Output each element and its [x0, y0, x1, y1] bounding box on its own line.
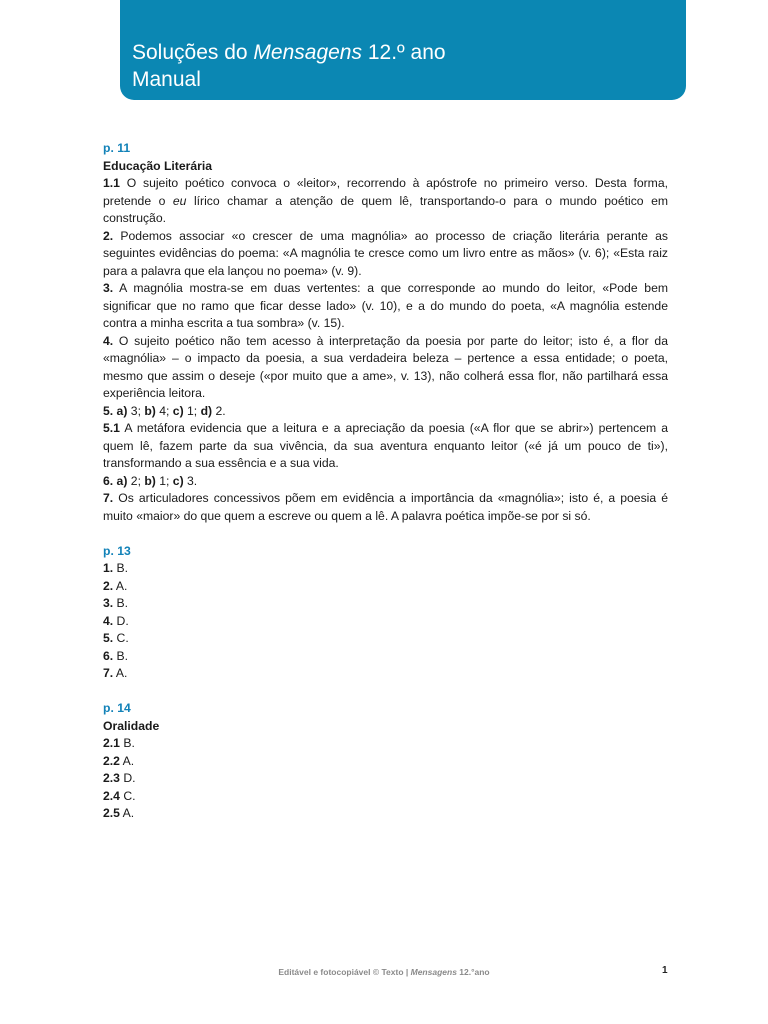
solutions-content [103, 140, 668, 823]
page-footer [0, 967, 768, 977]
answer-number: 1.1 [103, 176, 120, 190]
option-c: c) [172, 473, 184, 488]
answer-list-p13 [103, 560, 668, 683]
footer-text: 12.°ano [456, 967, 490, 977]
answer-text: Os articuladores concessivos põem em evidência a importância da «magnólia»; isto é, a poesia é muito «maior» do que quem a escreve ou quem a lê. A palavra poética impõe-se por si só. [103, 491, 668, 523]
option-value: 1; [155, 473, 173, 488]
footer-text: Editável e fotocopiável © Texto | [278, 967, 411, 977]
answer-3 [103, 280, 668, 333]
answer-number: 7. [103, 666, 114, 680]
answer-text: A magnólia mostra-se em duas vertentes: a que corresponde ao mundo do leitor, «Pode bem significar que no ramo que ficar desse lado» (v. 10), e a do mundo do poeta, «A magnólia estende contra a minha escrita a tua sombra» (v. 15). [103, 281, 668, 330]
option-value: 1; [183, 403, 201, 418]
section-heading-educacao: Educação Literária [103, 158, 213, 173]
answer-text: B. [113, 648, 129, 663]
answer-number: 2. [103, 228, 114, 243]
list-item [103, 578, 668, 596]
answer-number: 2.3 [103, 771, 120, 785]
answer-number: 7. [103, 491, 114, 505]
answer-text: A. [113, 578, 128, 593]
answer-number: 2.2 [103, 753, 120, 768]
answer-number: 3. [103, 596, 114, 610]
title-pre: Soluções do [132, 41, 254, 64]
answer-text: B. [119, 736, 135, 750]
answer-emphasis: eu [172, 193, 187, 208]
list-item [103, 735, 668, 753]
list-item [103, 805, 668, 823]
option-b: b) [144, 403, 156, 418]
answer-number: 4. [103, 333, 114, 348]
option-value: 4; [155, 403, 173, 418]
answer-6 [103, 473, 668, 491]
answer-number: 4. [103, 613, 114, 628]
option-d: d) [200, 403, 213, 418]
page-ref-13: p. 13 [103, 543, 131, 558]
list-item [103, 648, 668, 666]
answer-text: C. [113, 631, 129, 645]
answer-text: Podemos associar «o crescer de uma magnólia» ao processo de criação literária perante as seguintes evidências do poema: «A magnólia te cresce como um livro entre as mãos» (v. 6); «Esta raiz para a palavra que ela lançou no poema» (v. 9). [103, 228, 668, 278]
option-c: c) [172, 403, 184, 418]
section-heading-oralidade: Oralidade [103, 718, 160, 733]
answer-text: B. [113, 561, 129, 575]
answer-number: 1. [103, 561, 114, 575]
answer-number: 5. [103, 631, 114, 645]
answer-5-1 [103, 420, 668, 473]
answer-text: lírico chamar a atenção de quem lê, transportando-o para o mundo poético em construção. [103, 193, 668, 225]
answer-1-1 [103, 175, 668, 228]
document-subtitle: Manual [132, 68, 201, 91]
answer-4 [103, 333, 668, 403]
answer-number: 6. [103, 473, 114, 488]
answer-text: A. [119, 806, 135, 820]
answer-list-p14 [103, 735, 668, 823]
answer-text: O sujeito poético convoca o «leitor», recorrendo à apóstrofe no primeiro verso. Desta forma, pretende o [103, 176, 668, 208]
option-a: a) [113, 473, 128, 488]
page-ref-11: p. 11 [103, 141, 131, 155]
option-value: 2. [212, 403, 226, 418]
title-book: Mensagens [253, 41, 362, 64]
answer-text: D. [113, 613, 129, 628]
option-value: 3. [183, 473, 198, 488]
list-item [103, 753, 668, 771]
list-item [103, 560, 668, 578]
document-title [132, 40, 446, 66]
answer-2 [103, 228, 668, 281]
page-ref-14: p. 14 [103, 701, 131, 715]
list-item [103, 613, 668, 631]
title-post: 12.º ano [362, 41, 446, 64]
answer-7 [103, 490, 668, 525]
header-band [120, 0, 686, 100]
answer-text: A. [119, 753, 135, 768]
answer-number: 2.1 [103, 736, 120, 750]
answer-text: O sujeito poético não tem acesso à interpretação da poesia por parte do leitor; isto é, a flor da «magnólia» – o impacto da poesia, a sua verdadeira beleza – pertence a essa entidade; o poeta, mesmo que assim o deseje («por muito que a ame», v. 13), não colherá essa flor, não partilhará essa experiência leitora. [103, 333, 668, 400]
answer-number: 2.5 [103, 806, 120, 820]
answer-number: 5. [103, 403, 114, 418]
answer-number: 5.1 [103, 421, 120, 435]
answer-text: C. [119, 788, 136, 803]
list-item [103, 665, 668, 683]
answer-text: D. [119, 771, 136, 785]
list-item [103, 788, 668, 806]
list-item [103, 595, 668, 613]
answer-5 [103, 403, 668, 421]
list-item [103, 630, 668, 648]
answer-text: A metáfora evidencia que a leitura e a apreciação da poesia («A flor que se abrir») pertencem a quem lê, fazem parte da sua vivência, da sua aventura enquanto leitor («é já um pouco de ti»), transformando a sua essência e a sua vida. [103, 421, 668, 470]
option-b: b) [144, 473, 156, 488]
option-value: 3; [127, 403, 145, 418]
option-value: 2; [127, 473, 145, 488]
page-number: 1 [662, 965, 668, 976]
answer-number: 3. [103, 281, 114, 295]
answer-number: 2.4 [103, 788, 120, 803]
option-a: a) [113, 403, 128, 418]
list-item [103, 770, 668, 788]
answer-number: 2. [103, 578, 114, 593]
answer-number: 6. [103, 648, 114, 663]
answer-text: B. [113, 596, 129, 610]
answer-text: A. [113, 666, 128, 680]
footer-book: Mensagens [410, 967, 457, 977]
